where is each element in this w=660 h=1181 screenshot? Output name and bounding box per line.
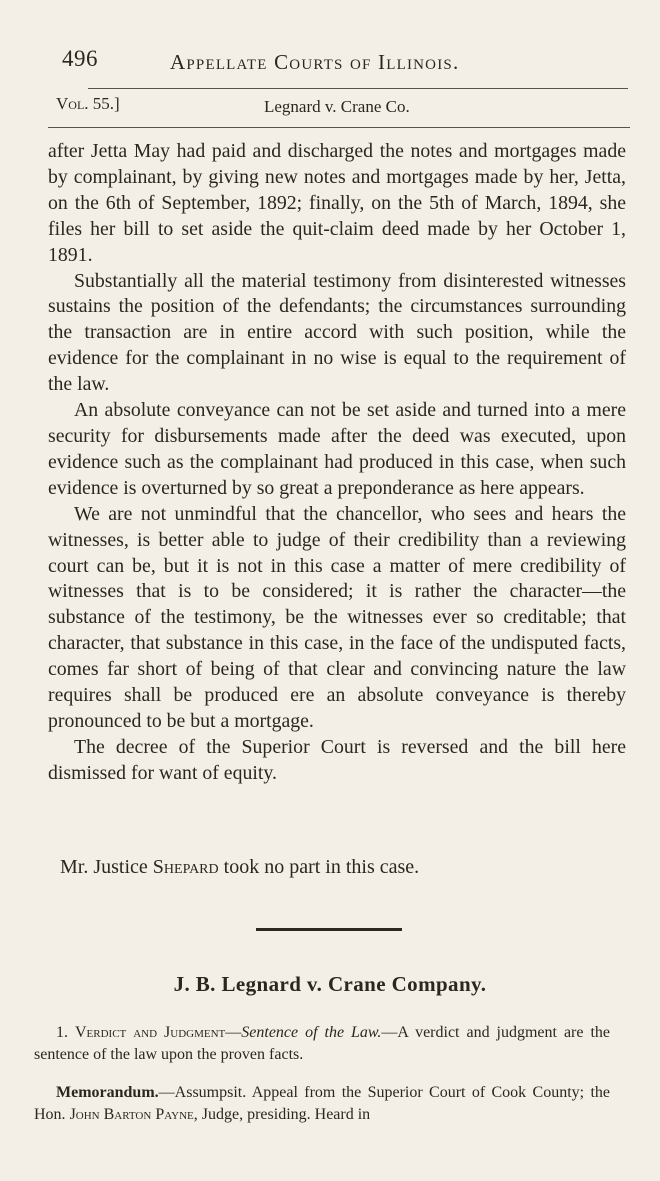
- memorandum-text: , Judge, presiding. Heard in: [193, 1106, 371, 1123]
- memorandum-text: —Assumpsit. Appeal from the Superior Court of Cook County; the Hon.: [34, 1084, 610, 1123]
- syllabus-number: 1.: [56, 1024, 68, 1041]
- case-title: Legnard v. Crane Co.: [264, 97, 410, 116]
- opinion-paragraph: An absolute conveyance can not be set aside and turned into a mere security for disbursements made after the deed was executed, upon evidence such as the complainant had produced in this case, when such evidence is overturned by so great a preponderance as here appears.: [48, 399, 626, 499]
- memorandum-paragraph: [34, 1082, 610, 1126]
- syllabus-subtopic: Sentence of the Law.: [241, 1024, 382, 1041]
- sub-head: [48, 92, 608, 118]
- opinion-paragraph: Substantially all the material testimony from disinterested witnesses sustains the position of the defendants; the circumstances surrounding the transaction are in entire accord with such position, while the evidence for the complainant in no wise is equal to the requirement of the law.: [48, 269, 626, 396]
- section-separator: [256, 928, 402, 931]
- opinion-paragraph: after Jetta May had paid and discharged the notes and mortgages made by complainant, by giving new notes and mortgages made by her, Jetta, on the 6th of September, 1892; finally, on the 5th of March, 1894, she files her bill to set aside the quit-claim deed made by her October 1, 1891.: [48, 140, 626, 266]
- syllabus-text: A verdict and judgment are the sentence of the law upon the proven facts.: [34, 1024, 611, 1063]
- page-number: 496: [62, 46, 98, 71]
- syllabus: [34, 1022, 610, 1066]
- header-rule-top: [88, 88, 628, 89]
- justice-name: Shepard: [152, 856, 219, 878]
- justice-note: [60, 856, 419, 879]
- syllabus-item: [34, 1022, 610, 1066]
- justice-note-prefix: Mr. Justice: [60, 856, 153, 878]
- running-head: [58, 46, 528, 76]
- opinion-paragraph: We are not unmindful that the chancellor, who sees and hears the witnesses, is better able to judge of their credibility than a reviewing court can be, but it is not in this case a matter of mere credibility of witnesses that is to be considered; it is rather the character—the substance of the testimony, be the witnesses ever so creditable; that character, that substance in this case, in the face of the undisputed facts, comes far short of being of that clear and convincing nature the law requires shall be produced ere an absolute conveyance is thereby pronounced to be but a mortgage.: [48, 502, 626, 732]
- memorandum: [34, 1082, 610, 1126]
- syllabus-dash: —: [381, 1024, 398, 1041]
- justice-note-suffix: took no part in this case.: [218, 856, 420, 878]
- syllabus-dash: —: [225, 1024, 242, 1041]
- memorandum-label: Memorandum.: [56, 1084, 159, 1101]
- opinion-paragraph: The decree of the Superior Court is reversed and the bill here dismissed for want of equity.: [48, 735, 626, 784]
- volume-label: Vol. 55.]: [56, 94, 120, 113]
- judge-name: John Barton Payne: [69, 1106, 194, 1123]
- opinion-text: [48, 139, 626, 787]
- next-case-heading: J. B. Legnard v. Crane Company.: [173, 972, 487, 996]
- syllabus-topic: Verdict and Judgment: [74, 1024, 226, 1041]
- header-rule-bottom: [48, 127, 630, 128]
- running-title: Appellate Courts of Illinois.: [170, 50, 460, 74]
